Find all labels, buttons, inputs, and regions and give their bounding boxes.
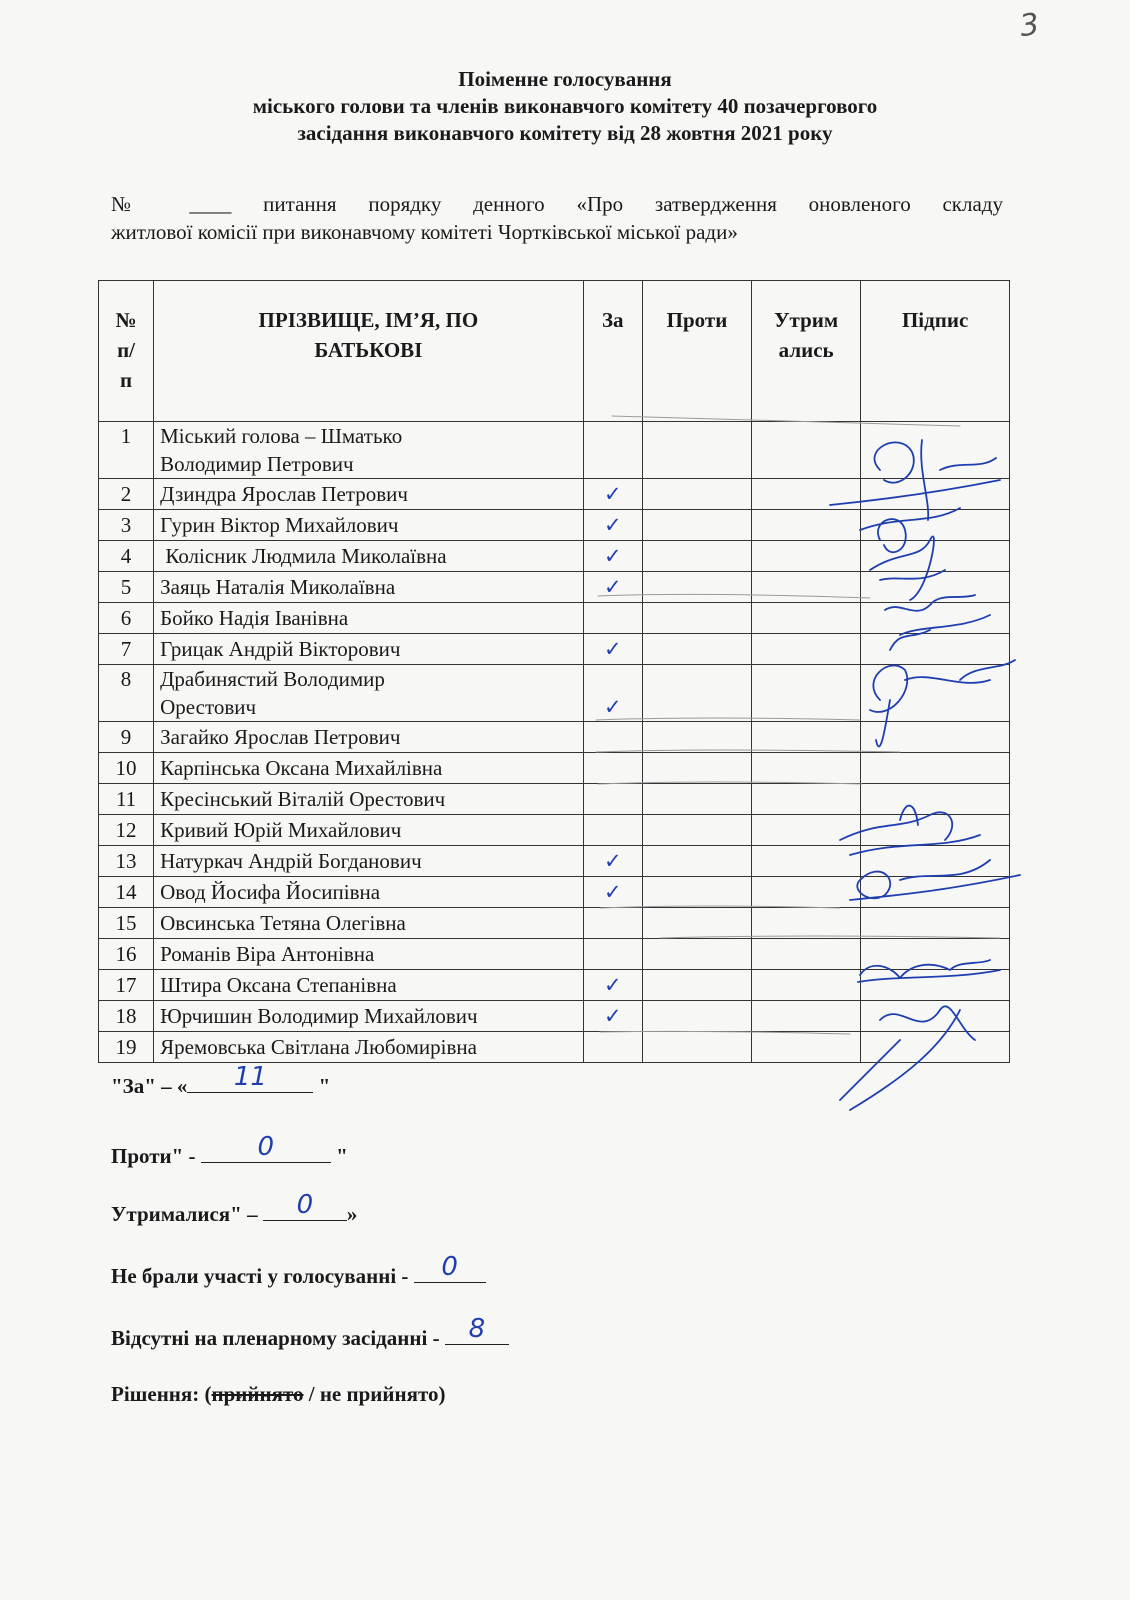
vote-against-cell — [642, 665, 751, 722]
vote-abstained-cell — [752, 510, 861, 541]
vote-for-mark — [583, 1032, 642, 1063]
member-name-line: Драбинястий Володимир — [160, 667, 385, 691]
vote-for-mark — [583, 722, 642, 753]
table-row — [99, 970, 1010, 1001]
header-signature: Підпис — [861, 281, 1010, 422]
member-name — [154, 665, 584, 722]
member-name-line: Натуркач Андрій Богданович — [160, 849, 422, 873]
vote-against-cell — [642, 1001, 751, 1032]
member-name-line: Заяць Наталія Миколаївна — [160, 575, 396, 599]
signature-cell — [861, 603, 1010, 634]
vote-abstained-cell — [752, 1032, 861, 1063]
member-name-line: Колісник Людмила Миколаївна — [160, 544, 447, 568]
row-number: 12 — [99, 815, 154, 846]
member-name — [154, 479, 584, 510]
agenda-question-line-1: № ____ питання порядку денного «Про затвердження оновленого складу — [111, 192, 1003, 216]
member-name — [154, 753, 584, 784]
row-number: 11 — [99, 784, 154, 815]
header-number: № п/ п — [99, 281, 154, 422]
result-not-voted-value: 0 — [441, 1252, 458, 1282]
vote-for-mark: ✓ — [583, 877, 642, 908]
signature-cell — [861, 877, 1010, 908]
row-number: 18 — [99, 1001, 154, 1032]
member-name-line: Овод Йосифа Йосипівна — [160, 880, 381, 904]
result-for: "За" – « 11 " — [111, 1062, 331, 1098]
vote-abstained-cell — [752, 722, 861, 753]
table-row — [99, 722, 1010, 753]
agenda-question — [111, 190, 1003, 246]
row-number: 7 — [99, 634, 154, 665]
signature-cell — [861, 541, 1010, 572]
signature-cell — [861, 939, 1010, 970]
table-row — [99, 510, 1010, 541]
vote-abstained-cell — [752, 479, 861, 510]
table-row — [99, 603, 1010, 634]
vote-for-mark — [583, 422, 642, 479]
signature-cell — [861, 510, 1010, 541]
result-for-value: 11 — [233, 1062, 267, 1092]
row-number: 8 — [99, 665, 154, 722]
member-name-line: Орестович — [160, 695, 257, 719]
vote-for-mark: ✓ — [583, 541, 642, 572]
member-name-line: Грицак Андрій Вікторович — [160, 637, 401, 661]
vote-against-cell — [642, 815, 751, 846]
signature-cell — [861, 908, 1010, 939]
member-name — [154, 510, 584, 541]
row-number: 17 — [99, 970, 154, 1001]
member-name-line: Юрчишин Володимир Михайлович — [160, 1004, 478, 1028]
header-subtitle-1: міського голови та членів виконавчого комітету 40 позачергового — [252, 94, 878, 118]
member-name-line: Міський голова – Шматько — [160, 424, 403, 448]
member-name — [154, 1032, 584, 1063]
signature-cell — [861, 665, 1010, 722]
row-number: 13 — [99, 846, 154, 877]
member-name — [154, 846, 584, 877]
member-name — [154, 815, 584, 846]
signature-cell — [861, 970, 1010, 1001]
vote-against-cell — [642, 541, 751, 572]
table-row — [99, 479, 1010, 510]
row-number: 1 — [99, 422, 154, 479]
vote-abstained-cell — [752, 422, 861, 479]
vote-abstained-cell — [752, 665, 861, 722]
vote-against-cell — [642, 422, 751, 479]
vote-against-cell — [642, 1032, 751, 1063]
table-row — [99, 753, 1010, 784]
signature-cell — [861, 753, 1010, 784]
signature-cell — [861, 1032, 1010, 1063]
member-name — [154, 970, 584, 1001]
row-number: 3 — [99, 510, 154, 541]
member-name — [154, 422, 584, 479]
result-against-value: 0 — [257, 1132, 275, 1162]
result-decision: Рішення: (прийнято / не прийнято) — [111, 1382, 446, 1406]
vote-abstained-cell — [752, 784, 861, 815]
signature-cell — [861, 722, 1010, 753]
table-row — [99, 541, 1010, 572]
member-name — [154, 939, 584, 970]
table-row — [99, 877, 1010, 908]
result-against: Проти" - 0 " — [111, 1132, 348, 1168]
member-name — [154, 784, 584, 815]
vote-against-cell — [642, 877, 751, 908]
vote-against-cell — [642, 722, 751, 753]
header-abstained: Утрим ались — [752, 281, 861, 422]
vote-abstained-cell — [752, 634, 861, 665]
member-name-line: Яремовська Світлана Любомирівна — [160, 1035, 477, 1059]
table-header-row — [99, 281, 1010, 422]
header-subtitle-2: засідання виконавчого комітету від 28 жовтня 2021 року — [297, 121, 833, 145]
result-not-voted: Не брали участі у голосуванні - 0 — [111, 1260, 486, 1289]
table-row — [99, 422, 1010, 479]
header-for: За — [583, 281, 642, 422]
document-header — [100, 66, 1030, 147]
row-number: 19 — [99, 1032, 154, 1063]
row-number: 14 — [99, 877, 154, 908]
vote-for-mark: ✓ — [583, 970, 642, 1001]
member-name-line: Дзиндра Ярослав Петрович — [160, 482, 408, 506]
vote-abstained-cell — [752, 939, 861, 970]
member-name-line: Овсинська Тетяна Олегівна — [160, 911, 406, 935]
vote-abstained-cell — [752, 541, 861, 572]
member-name-line: Штира Оксана Степанівна — [160, 973, 397, 997]
member-name — [154, 634, 584, 665]
vote-abstained-cell — [752, 970, 861, 1001]
vote-for-mark: ✓ — [583, 572, 642, 603]
signature-cell — [861, 846, 1010, 877]
vote-for-mark — [583, 815, 642, 846]
row-number: 15 — [99, 908, 154, 939]
vote-abstained-cell — [752, 877, 861, 908]
table-row — [99, 1032, 1010, 1063]
vote-for-mark — [583, 908, 642, 939]
page-number: 3 — [1017, 6, 1042, 45]
vote-against-cell — [642, 603, 751, 634]
vote-against-cell — [642, 510, 751, 541]
table-row — [99, 815, 1010, 846]
vote-for-mark: ✓ — [583, 634, 642, 665]
voting-table — [98, 280, 1010, 1063]
vote-abstained-cell — [752, 1001, 861, 1032]
member-name — [154, 572, 584, 603]
table-row — [99, 908, 1010, 939]
row-number: 6 — [99, 603, 154, 634]
header-name: ПРІЗВИЩЕ, ІМ’Я, ПО БАТЬКОВІ — [154, 281, 584, 422]
signature-cell — [861, 815, 1010, 846]
signature-cell — [861, 572, 1010, 603]
table-row — [99, 784, 1010, 815]
table-row — [99, 1001, 1010, 1032]
vote-against-cell — [642, 908, 751, 939]
header-title: Поіменне голосування — [458, 67, 672, 91]
signature-cell — [861, 422, 1010, 479]
result-abstained-value: 0 — [296, 1190, 314, 1220]
vote-for-mark — [583, 603, 642, 634]
row-number: 2 — [99, 479, 154, 510]
vote-abstained-cell — [752, 753, 861, 784]
row-number: 16 — [99, 939, 154, 970]
result-absent: Відсутні на пленарному засіданні - 8 — [111, 1322, 509, 1351]
member-name — [154, 908, 584, 939]
member-name-line: Романів Віра Антонівна — [160, 942, 375, 966]
vote-for-mark — [583, 784, 642, 815]
signature-cell — [861, 634, 1010, 665]
vote-against-cell — [642, 939, 751, 970]
vote-abstained-cell — [752, 815, 861, 846]
signature-cell — [861, 1001, 1010, 1032]
row-number: 9 — [99, 722, 154, 753]
vote-for-mark — [583, 753, 642, 784]
row-number: 4 — [99, 541, 154, 572]
row-number: 10 — [99, 753, 154, 784]
member-name-line: Бойко Надія Іванівна — [160, 606, 349, 630]
member-name-line: Загайко Ярослав Петрович — [160, 725, 401, 749]
member-name — [154, 1001, 584, 1032]
vote-against-cell — [642, 572, 751, 603]
vote-for-mark: ✓ — [583, 1001, 642, 1032]
vote-for-mark: ✓ — [583, 479, 642, 510]
decision-accepted: прийнято — [211, 1382, 304, 1406]
vote-against-cell — [642, 634, 751, 665]
agenda-question-line-2: житлової комісії при виконавчому комітеті Чортківської міської ради» — [111, 220, 738, 244]
vote-against-cell — [642, 784, 751, 815]
table-row — [99, 846, 1010, 877]
member-name-line: Карпінська Оксана Михайлівна — [160, 756, 443, 780]
member-name-line: Кривий Юрій Михайлович — [160, 818, 402, 842]
vote-against-cell — [642, 753, 751, 784]
table-row — [99, 939, 1010, 970]
vote-for-mark: ✓ — [583, 846, 642, 877]
vote-abstained-cell — [752, 572, 861, 603]
member-name — [154, 603, 584, 634]
vote-against-cell — [642, 479, 751, 510]
table-row — [99, 665, 1010, 722]
member-name — [154, 541, 584, 572]
vote-for-mark: ✓ — [583, 665, 642, 722]
vote-for-mark — [583, 939, 642, 970]
vote-for-mark: ✓ — [583, 510, 642, 541]
member-name — [154, 722, 584, 753]
table-row — [99, 634, 1010, 665]
member-name-line: Кресінський Віталій Орестович — [160, 787, 446, 811]
table-row — [99, 572, 1010, 603]
member-name-line: Гурин Віктор Михайлович — [160, 513, 399, 537]
vote-against-cell — [642, 846, 751, 877]
signature-cell — [861, 479, 1010, 510]
header-against: Проти — [642, 281, 751, 422]
vote-abstained-cell — [752, 603, 861, 634]
result-abstained: Утрималися" – 0 » — [111, 1190, 358, 1226]
vote-abstained-cell — [752, 908, 861, 939]
vote-abstained-cell — [752, 846, 861, 877]
signature-cell — [861, 784, 1010, 815]
member-name — [154, 877, 584, 908]
vote-against-cell — [642, 970, 751, 1001]
member-name-line: Володимир Петрович — [160, 452, 354, 476]
result-absent-value: 8 — [468, 1314, 486, 1344]
row-number: 5 — [99, 572, 154, 603]
